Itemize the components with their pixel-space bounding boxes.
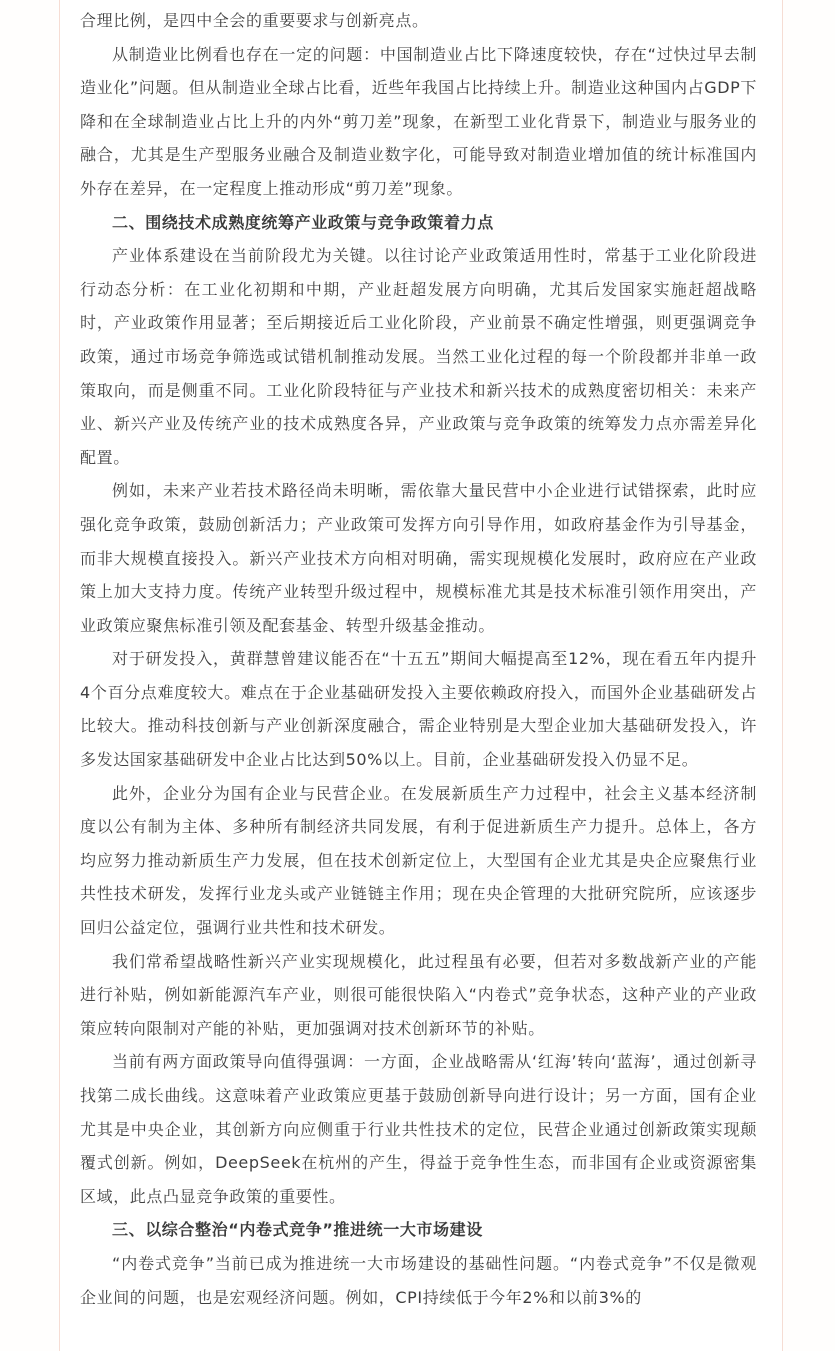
article-body xyxy=(80,4,757,1314)
section-heading: 三、以综合整治“内卷式竞争”推进统一大市场建设 xyxy=(112,1220,483,1240)
paragraph: “内卷式竞争”当前已成为推进统一大市场建设的基础性问题。“内卷式竞争”不仅是微观企业间的问题，也是宏观经济问题。例如，CPI持续低于今年2%和以前3%的 xyxy=(80,1253,757,1307)
paragraph: 对于研发投入，黄群慧曾建议能否在“十五五”期间大幅提高至12%，现在看五年内提升4个百分点难度较大。难点在于企业基础研发投入主要依赖政府投入，而国外企业基础研发占比较大。推动科技创新与产业创新深度融合，需企业特别是大型企业加大基础研发投入，许多发达国家基础研发中企业占比达到50%以上。目前，企业基础研发投入仍显不足。 xyxy=(80,649,757,770)
paragraph: 产业体系建设在当前阶段尤为关键。以往讨论产业政策适用性时，常基于工业化阶段进行动态分析：在工业化初期和中期，产业赶超发展方向明确，尤其后发国家实施赶超战略时，产业政策作用显著；至后期接近后工业化阶段，产业前景不确定性增强，则更强调竞争政策，通过市场竞争筛选或试错机制推动发展。当然工业化过程的每一个阶段都并非单一政策取向，而是侧重不同。工业化阶段特征与产业技术和新兴技术的成熟度密切相关：未来产业、新兴产业及传统产业的技术成熟度各异，产业政策与竞争政策的统筹发力点亦需差异化配置。 xyxy=(80,246,757,467)
paragraph: 当前有两方面政策导向值得强调：一方面，企业战略需从‘红海’转向‘蓝海’，通过创新寻找第二成长曲线。这意味着产业政策应更基于鼓励创新导向进行设计；另一方面，国有企业尤其是中央企业，其创新方向应侧重于行业共性技术的定位，民营企业通过创新政策实现颠覆式创新。例如，DeepSeek在杭州的产生，得益于竞争性生态，而非国有企业或资源密集区域，此点凸显竞争政策的重要性。 xyxy=(80,1052,757,1206)
paragraph: 我们常希望战略性新兴产业实现规模化，此过程虽有必要，但若对多数战新产业的产能进行补贴，例如新能源汽车产业，则很可能很快陷入“内卷式”竞争状态，这种产业的产业政策应转向限制对产能的补贴，更加强调对技术创新环节的补贴。 xyxy=(80,951,757,1038)
paragraph: 此外，企业分为国有企业与民营企业。在发展新质生产力过程中，社会主义基本经济制度以公有制为主体、多种所有制经济共同发展，有利于促进新质生产力提升。总体上，各方均应努力推动新质生产力发展，但在技术创新定位上，大型国有企业尤其是央企应聚焦行业共性技术研发，发挥行业龙头或产业链链主作用；现在央企管理的大批研究院所，应该逐步回归公益定位，强调行业共性和技术研发。 xyxy=(80,783,757,938)
paragraph: 从制造业比例看也存在一定的问题：中国制造业占比下降速度较快，存在“过快过早去制造业化”问题。但从制造业全球占比看，近些年我国占比持续上升。制造业这种国内占GDP下降和在全球制造业占比上升的内外“剪刀差”现象，在新型工业化背景下，制造业与服务业的融合，尤其是生产型服务业融合及制造业数字化，可能导致对制造业增加值的统计标准国内外存在差异，在一定程度上推动形成“剪刀差”现象。 xyxy=(80,44,757,198)
paragraph: 合理比例，是四中全会的重要要求与创新亮点。 xyxy=(80,11,429,30)
section-heading: 二、围绕技术成熟度统筹产业政策与竞争政策着力点 xyxy=(112,212,494,232)
paragraph: 例如，未来产业若技术路径尚未明晰，需依靠大量民营中小企业进行试错探索，此时应强化竞争政策，鼓励创新活力；产业政策可发挥方向引导作用，如政府基金作为引导基金，而非大规模直接投入。新兴产业技术方向相对明确，需实现规模化发展时，政府应在产业政策上加大支持力度。传统产业转型升级过程中，规模标准尤其是技术标准引领作用突出，产业政策应聚焦标准引领及配套基金、转型升级基金推动。 xyxy=(80,481,757,635)
